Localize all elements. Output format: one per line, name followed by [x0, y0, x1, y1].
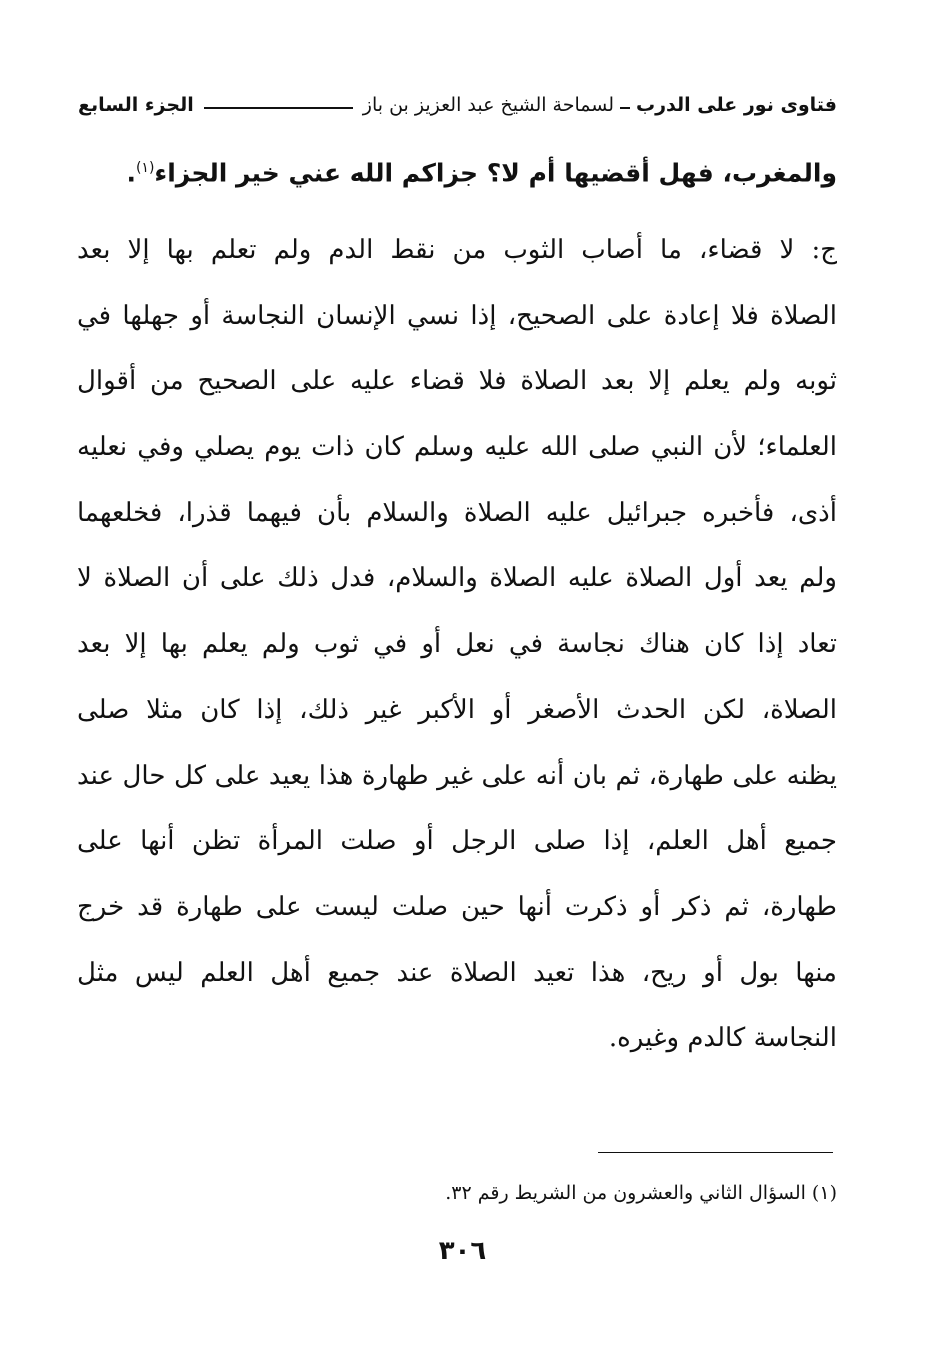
volume-part: الجزء السابع: [78, 94, 194, 116]
author-name: لسماحة الشيخ عبد العزيز بن باز: [362, 94, 614, 116]
answer-line: أذى، فأخبره جبرائيل عليه الصلاة والسلام بأن فيهما قذرا، فخلعهما: [77, 497, 837, 528]
answer-line: يظنه على طهارة، ثم بان أنه على غير طهارة هذا يعيد على كل حال عند: [77, 760, 837, 791]
question-continuation: [126, 148, 837, 193]
answer-line-last: النجاسة كالدم وغيره.: [608, 1023, 837, 1054]
book-title: فتاوى نور على الدرب: [636, 94, 837, 116]
answer-line: ج: لا قضاء، ما أصاب الثوب من نقط الدم ولم تعلم بها إلا بعد: [77, 235, 837, 265]
answer-line: ثوبه ولم يعلم إلا بعد الصلاة فلا قضاء عليه على الصحيح من أقوال: [77, 366, 837, 397]
answer-line: العلماء؛ لأن النبي صلى الله عليه وسلم كان ذات يوم يصلي وفي نعليه: [77, 432, 837, 463]
answer-body: [77, 227, 837, 1081]
footnote-reference: (١): [135, 160, 155, 176]
header-rule: [204, 107, 353, 109]
answer-line: تعاد إذا كان هناك نجاسة في نعل أو في ثوب ولم يعلم بها إلا بعد: [77, 629, 837, 660]
question-end-mark: .: [126, 158, 136, 188]
question-text: والمغرب، فهل أقضيها أم لا؟ جزاكم الله عني خير الجزاء: [154, 158, 837, 188]
running-header-title-group: [363, 94, 837, 116]
answer-line: الصلاة، لكن الحدث الأصغر أو الأكبر غير ذلك، إذا كان مثلا صلى: [77, 694, 837, 725]
answer-line: ولم يعد أول الصلاة عليه الصلاة والسلام، فدل ذلك على أن الصلاة لا: [77, 563, 837, 594]
answer-line: طهارة، ثم ذكر أو ذكرت أنها حين صلت ليست على طهارة قد خرج: [77, 891, 837, 922]
answer-line: جميع أهل العلم، إذا صلى الرجل أو صلت المرأة تظن أنها على: [77, 826, 837, 857]
footnote-separator: [598, 1152, 833, 1153]
footnote: (١) السؤال الثاني والعشرون من الشريط رقم ٣٢.: [445, 1182, 837, 1204]
running-header: [78, 82, 837, 116]
page-number: ٣٠٦: [438, 1236, 487, 1266]
header-dash: [620, 107, 630, 109]
answer-line: منها بول أو ريح، هذا تعيد الصلاة عند جميع أهل العلم ليس مثل: [77, 957, 837, 988]
answer-line: الصلاة فلا إعادة على الصحيح، إذا نسي الإنسان النجاسة أو جهلها في: [77, 300, 837, 331]
